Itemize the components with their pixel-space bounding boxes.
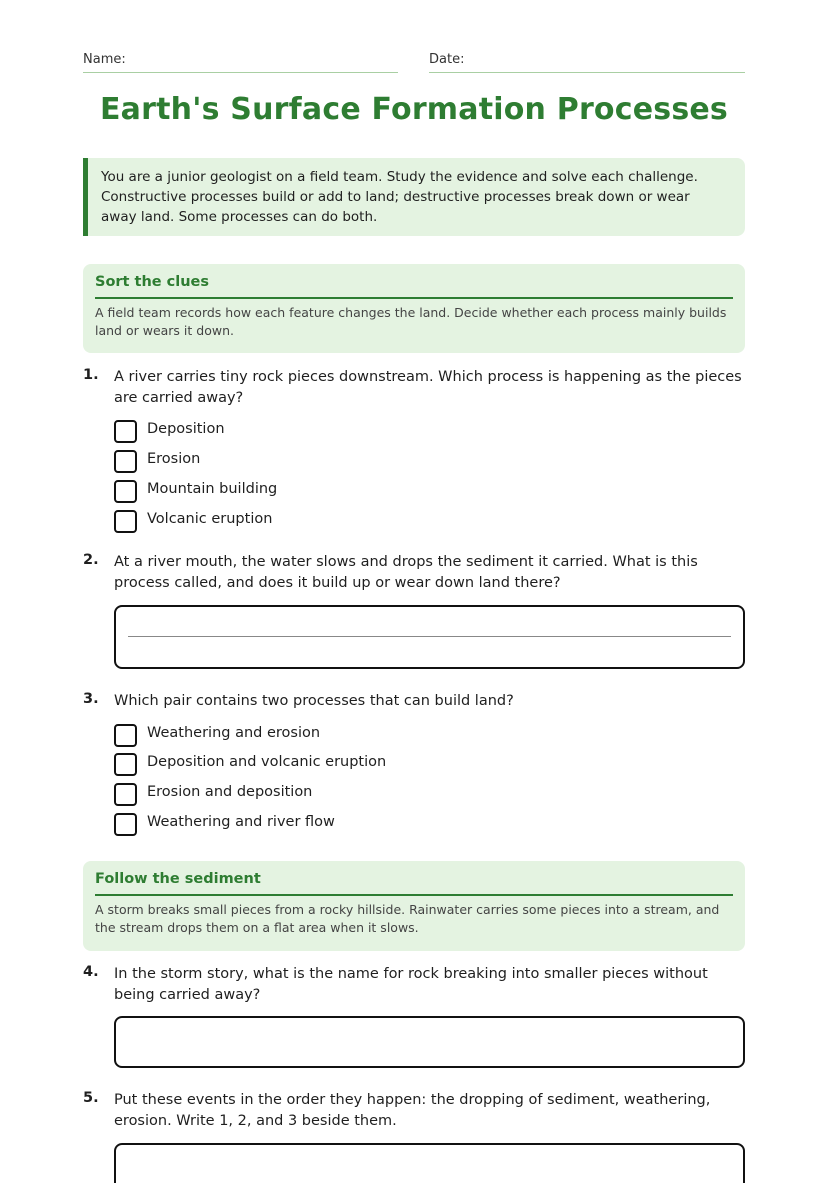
checkbox[interactable] [114,510,137,533]
option-label: Weathering and erosion [147,725,321,741]
question-number: 3. [83,691,99,707]
checkbox[interactable] [114,480,137,503]
question-number: 5. [83,1090,99,1106]
option-label: Erosion and deposition [147,784,313,800]
question-4 [83,964,745,1068]
question-text: A river carries tiny rock pieces downstream. Which process is happening as the pieces are carried away? [114,369,742,406]
question-number: 1. [83,367,99,383]
question-text: In the storm story, what is the name for rock breaking into smaller pieces without being carried away? [114,966,708,1003]
question-number: 4. [83,964,99,980]
checkbox[interactable] [114,420,137,443]
checkbox[interactable] [114,813,137,836]
checkbox[interactable] [114,724,137,747]
page-title: Earth's Surface Formation Processes [99,92,728,127]
name-label: Name: [83,52,126,67]
answer-box[interactable] [114,1016,745,1068]
checkbox[interactable] [114,783,137,806]
date-label: Date: [429,52,465,67]
name-field[interactable] [83,52,398,73]
name-date-row [83,52,745,74]
option-label: Deposition [147,421,225,437]
date-field[interactable] [429,52,745,73]
option-label: Mountain building [147,481,278,497]
intro-callout: You are a junior geologist on a field team. Study the evidence and solve each challenge. Constructive processes build or add to land; destructive processes break down or wear away land. Some processes can do both. [83,158,745,236]
question-2 [83,552,745,670]
option-label: Weathering and river flow [147,814,335,830]
checkbox[interactable] [114,753,137,776]
question-1 [83,367,745,527]
section-follow-the-sediment [83,861,745,951]
option-label: Volcanic eruption [147,511,273,527]
section-title: Sort the clues [95,274,733,299]
question-text: At a river mouth, the water slows and drops the sediment it carried. What is this process called, and does it build up or wear down land there? [114,554,698,591]
question-5 [83,1090,745,1171]
answer-line [128,636,731,637]
question-text: Put these events in the order they happen: the dropping of sediment, weathering, erosion. Write 1, 2, and 3 beside them. [114,1092,711,1129]
checkbox[interactable] [114,450,137,473]
section-text: A storm breaks small pieces from a rocky hillside. Rainwater carries some pieces into a stream, and the stream drops them on a flat area when it slows. [95,902,720,935]
option-label: Deposition and volcanic eruption [147,754,387,770]
section-title: Follow the sediment [95,871,733,896]
option-label: Erosion [147,451,201,467]
answer-box[interactable] [114,605,745,669]
question-number: 2. [83,552,99,568]
question-text: Which pair contains two processes that can build land? [114,693,514,709]
section-sort-the-clues [83,264,745,353]
question-3 [83,691,745,841]
section-text: A field team records how each feature changes the land. Decide whether each process mainly builds land or wears it down. [95,305,727,338]
answer-box[interactable] [114,1143,745,1183]
